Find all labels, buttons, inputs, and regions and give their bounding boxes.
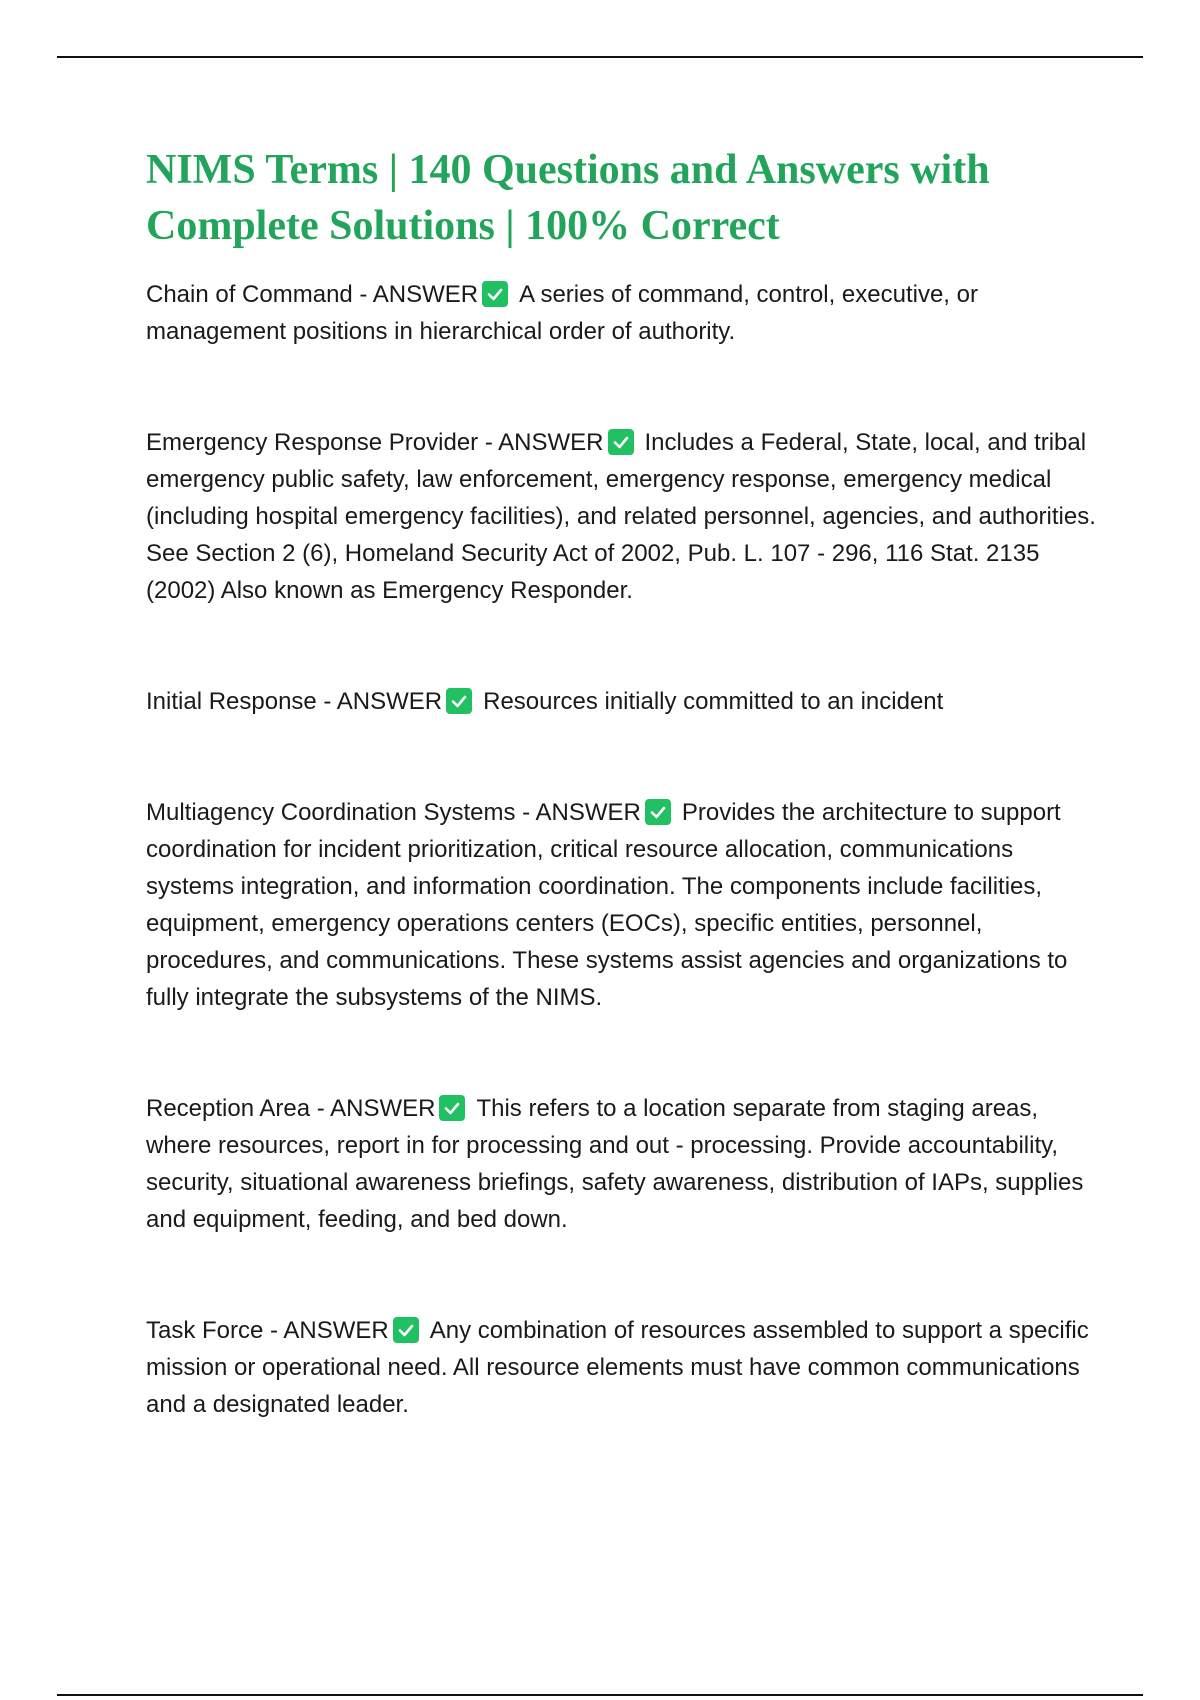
- bottom-divider: [57, 1694, 1143, 1696]
- answer-text: Resources initially committed to an incident: [483, 688, 944, 715]
- document-title: NIMS Terms | 140 Questions and Answers with Complete Solutions | 100% Correct: [146, 147, 990, 249]
- qa-entry: [146, 276, 1096, 350]
- answer-text: Any combination of resources assembled to support a specific mission or operational need. All resource elements must have common communications and a designated leader.: [146, 1317, 1089, 1418]
- answer-text: This refers to a location separate from staging areas, where resources, report in for processing and out - processing. Provide accountability, security, situational awareness briefings, safety awareness, distribution of IAPs, supplies and equipment, feeding, and bed down.: [146, 1095, 1084, 1233]
- term-label: Initial Response - ANSWER: [146, 688, 443, 715]
- qa-entry: [146, 683, 1096, 720]
- term-label: Emergency Response Provider - ANSWER: [146, 429, 604, 456]
- qa-entry: [146, 1090, 1096, 1238]
- answer-text: A series of command, control, executive, or management positions in hierarchical order of authority.: [146, 281, 978, 345]
- check-mark-icon: [608, 429, 634, 455]
- check-mark-icon: [482, 281, 508, 307]
- qa-entry: [146, 1312, 1096, 1423]
- qa-entry: [146, 794, 1096, 1016]
- term-label: Reception Area - ANSWER: [146, 1095, 436, 1122]
- term-label: Chain of Command - ANSWER: [146, 281, 479, 308]
- term-label: Task Force - ANSWER: [146, 1317, 389, 1344]
- term-label: Multiagency Coordination Systems - ANSWER: [146, 799, 641, 826]
- top-divider: [57, 56, 1143, 58]
- check-mark-icon: [393, 1317, 419, 1343]
- check-mark-icon: [645, 799, 671, 825]
- document-body: [146, 142, 1096, 1497]
- answer-text: Includes a Federal, State, local, and tribal emergency public safety, law enforcement, emergency response, emergency medical (including hospital emergency facilities), and related personnel, agencies, and authorities. See Section 2 (6), Homeland Security Act of 2002, Pub. L. 107 - 296, 116 Stat. 2135 (2002) Also known as Emergency Responder.: [146, 429, 1096, 604]
- answer-text: Provides the architecture to support coordination for incident prioritization, critical resource allocation, communications systems integration, and information coordination. The components include facilities, equipment, emergency operations centers (EOCs), specific entities, personnel, procedures, and communications. These systems assist agencies and organizations to fully integrate the subsystems of the NIMS.: [146, 799, 1068, 1011]
- check-mark-icon: [439, 1095, 465, 1121]
- qa-entry: [146, 424, 1096, 609]
- check-mark-icon: [446, 688, 472, 714]
